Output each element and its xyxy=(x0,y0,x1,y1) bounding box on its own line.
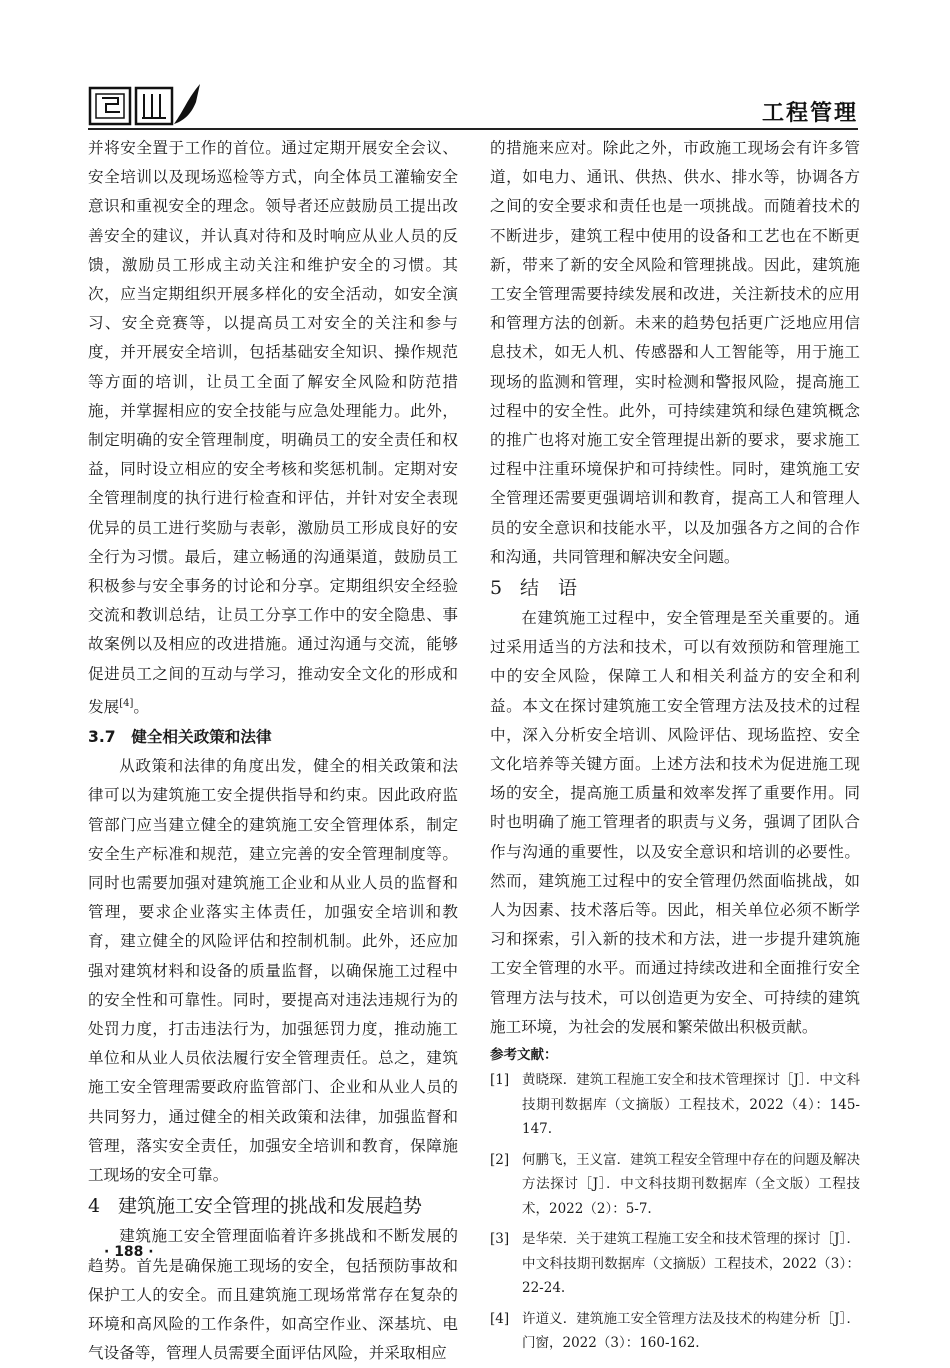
references-list xyxy=(490,1068,860,1356)
page-number: · 188 · xyxy=(104,1244,154,1260)
reference-item xyxy=(490,1307,860,1356)
reference-item xyxy=(490,1227,860,1301)
paragraph-conclusion: 在建筑施工过程中，安全管理是至关重要的。通过采用适当的方法和技术，可以有效预防和管理施工中的安全风险，保障工人和相关利益方的安全和利益。本文在探讨建筑施工安全管理方法及技术的过程中，深入分析安全培训、风险评估、现场监控、安全文化培养等关键方面。上述方法和技术为促进施工现场的安全，提高施工质量和效率发挥了重要作用。同时也明确了施工管理者的职责与义务，强调了团队合作与沟通的重要性，以及安全意识和培训的必要性。然而，建筑施工过程中的安全管理仍然面临挑战，如人为因素、技术落后等。因此，相关单位必须不断学习和探索，引入新的技术和方法，进一步提升建筑施工安全管理的水平。而通过持续改进和全面推行安全管理方法与技术，可以创造更为安全、可持续的建筑施工环境，为社会的发展和繁荣做出积极贡献。 xyxy=(490,609,860,1036)
reference-number: [3] xyxy=(490,1231,510,1248)
heading-5-number: 5 xyxy=(490,577,503,600)
citation-4: [4] xyxy=(119,697,134,709)
paragraph-policy-law: 从政策和法律的角度出发，健全的相关政策和法律可以为建筑施工安全提供指导和约束。因此政府监管部门应当建立健全的建筑施工安全管理体系，制定安全生产标准和规范，建立完善的安全管理制度等。同时也需要加强对建筑施工企业和从业人员的监督和管理，要求企业落实主体责任，加强安全培训和教育，建立健全的风险评估和控制机制。此外，还应加强对建筑材料和设备的质量监督，以确保施工过程中的安全性和可靠性。同时，要提高对违法违规行为的处罚力度，打击违法行为，加强惩罚力度，推动施工单位和从业人员依法履行安全管理责任。总之，建筑施工安全管理需要政府监管部门、企业和从业人员的共同努力，通过健全的相关政策和法律，加强监督和管理，落实安全责任，加强安全培训和教育，保障施工现场的安全可靠。 xyxy=(88,757,458,1185)
reference-number: [4] xyxy=(490,1310,510,1327)
reference-text: 是华荣．关于建筑工程施工安全和技术管理的探讨［J］．中文科技期刊数据库（文摘版）工程技术，2022（3）：22-24. xyxy=(522,1231,860,1297)
heading-4-number: 4 xyxy=(88,1195,101,1218)
journal-logo-graphic xyxy=(88,80,203,130)
heading-5 xyxy=(490,572,860,604)
paragraph-challenges: 建筑施工安全管理面临着许多挑战和不断发展的趋势。首先是确保施工现场的安全，包括预防事故和保护工人的安全。而且建筑施工现场常常存在复杂的环境和高风险的工作条件，如高空作业、深基坑、电气设备等，管理人员需要全面评估风险，并采取相应 xyxy=(88,1227,458,1363)
reference-text: 许道义．建筑施工安全管理方法及技术的构建分析［J］．门窗，2022（3）：160-162. xyxy=(522,1310,860,1352)
journal-logo xyxy=(88,80,203,130)
paragraph-text: 并将安全置于工作的首位。通过定期开展安全会议、安全培训以及现场巡检等方式，向全体员工灌输安全意识和重视安全的理念。领导者还应鼓励员工提出改善安全的建议，并认真对待和及时响应从业人员的反馈，激励员工形成主动关注和维护安全的习惯。其次，应当定期组织开展多样化的安全活动，如安全演习、安全竞赛等，以提高员工对安全的关注和参与度，并开展安全培训，包括基础安全知识、操作规范等方面的培训，让员工全面了解安全风险和防范措施，并掌握相应的安全技能与应急处理能力。此外，制定明确的安全管理制度，明确员工的安全责任和权益，同时设立相应的安全考核和奖惩机制。定期对安全管理制度的执行进行检查和评估，并针对安全表现优异的员工进行奖励与表彰，激励员工形成良好的安全行为习惯。最后，建立畅通的沟通渠道，鼓励员工积极参与安全事务的讨论和分享。定期组织安全经验交流和教训总结，让员工分享工作中的安全隐患、事故案例以及相应的改进措施。通过沟通与交流，能够促进员工之间的互动与学习，推动安全文化的形成和发展 xyxy=(88,139,458,717)
right-column xyxy=(490,134,860,1362)
reference-item xyxy=(490,1068,860,1142)
reference-text: 何鹏飞，王义富．建筑工程安全管理中存在的问题及解决方法探讨［J］．中文科技期刊数据库（全文版）工程技术，2022（2）：5-7. xyxy=(522,1151,860,1217)
paragraph-end: 。 xyxy=(133,698,149,717)
reference-number: [1] xyxy=(490,1072,510,1089)
paragraph-challenges-continued: 的措施来应对。除此之外，市政施工现场会有许多管道，如电力、通讯、供热、供水、排水等，协调各方之间的安全要求和责任也是一项挑战。而随着技术的不断进步，建筑工程中使用的设备和工艺也在不断更新，带来了新的安全风险和管理挑战。因此，建筑施工安全管理需要持续发展和改进，关注新技术的应用和管理方法的创新。未来的趋势包括更广泛地应用信息技术，如无人机、传感器和人工智能等，用于施工现场的监测和管理，实时检测和警报风险，提高施工过程中的安全性。此外，可持续建筑和绿色建筑概念的推广也将对施工安全管理提出新的要求，要求施工过程中注重环境保护和可持续性。同时，建筑施工安全管理还需要更强调培训和教育，提高工人和管理人员的安全意识和技能水平，以及加强各方之间的合作和沟通，共同管理和解决安全问题。 xyxy=(490,139,860,566)
heading-3-7: 3.7 健全相关政策和法律 xyxy=(88,728,272,747)
references-title: 参考文献： xyxy=(490,1047,558,1064)
reference-number: [2] xyxy=(490,1151,510,1168)
left-column xyxy=(88,134,458,1368)
heading-4 xyxy=(88,1190,458,1222)
header-rule xyxy=(88,128,858,130)
reference-text: 黄晓琛．建筑工程施工安全和技术管理探讨［J］．中文科技期刊数据库（文摘版）工程技术，2022（4）：145-147. xyxy=(522,1072,860,1138)
page-header xyxy=(0,0,950,140)
heading-5-title: 结 语 xyxy=(520,577,578,600)
reference-item xyxy=(490,1148,860,1222)
section-label: 工程管理 xyxy=(761,101,858,126)
paragraph-culture-continued xyxy=(88,134,458,722)
heading-4-title: 建筑施工安全管理的挑战和发展趋势 xyxy=(118,1195,423,1218)
